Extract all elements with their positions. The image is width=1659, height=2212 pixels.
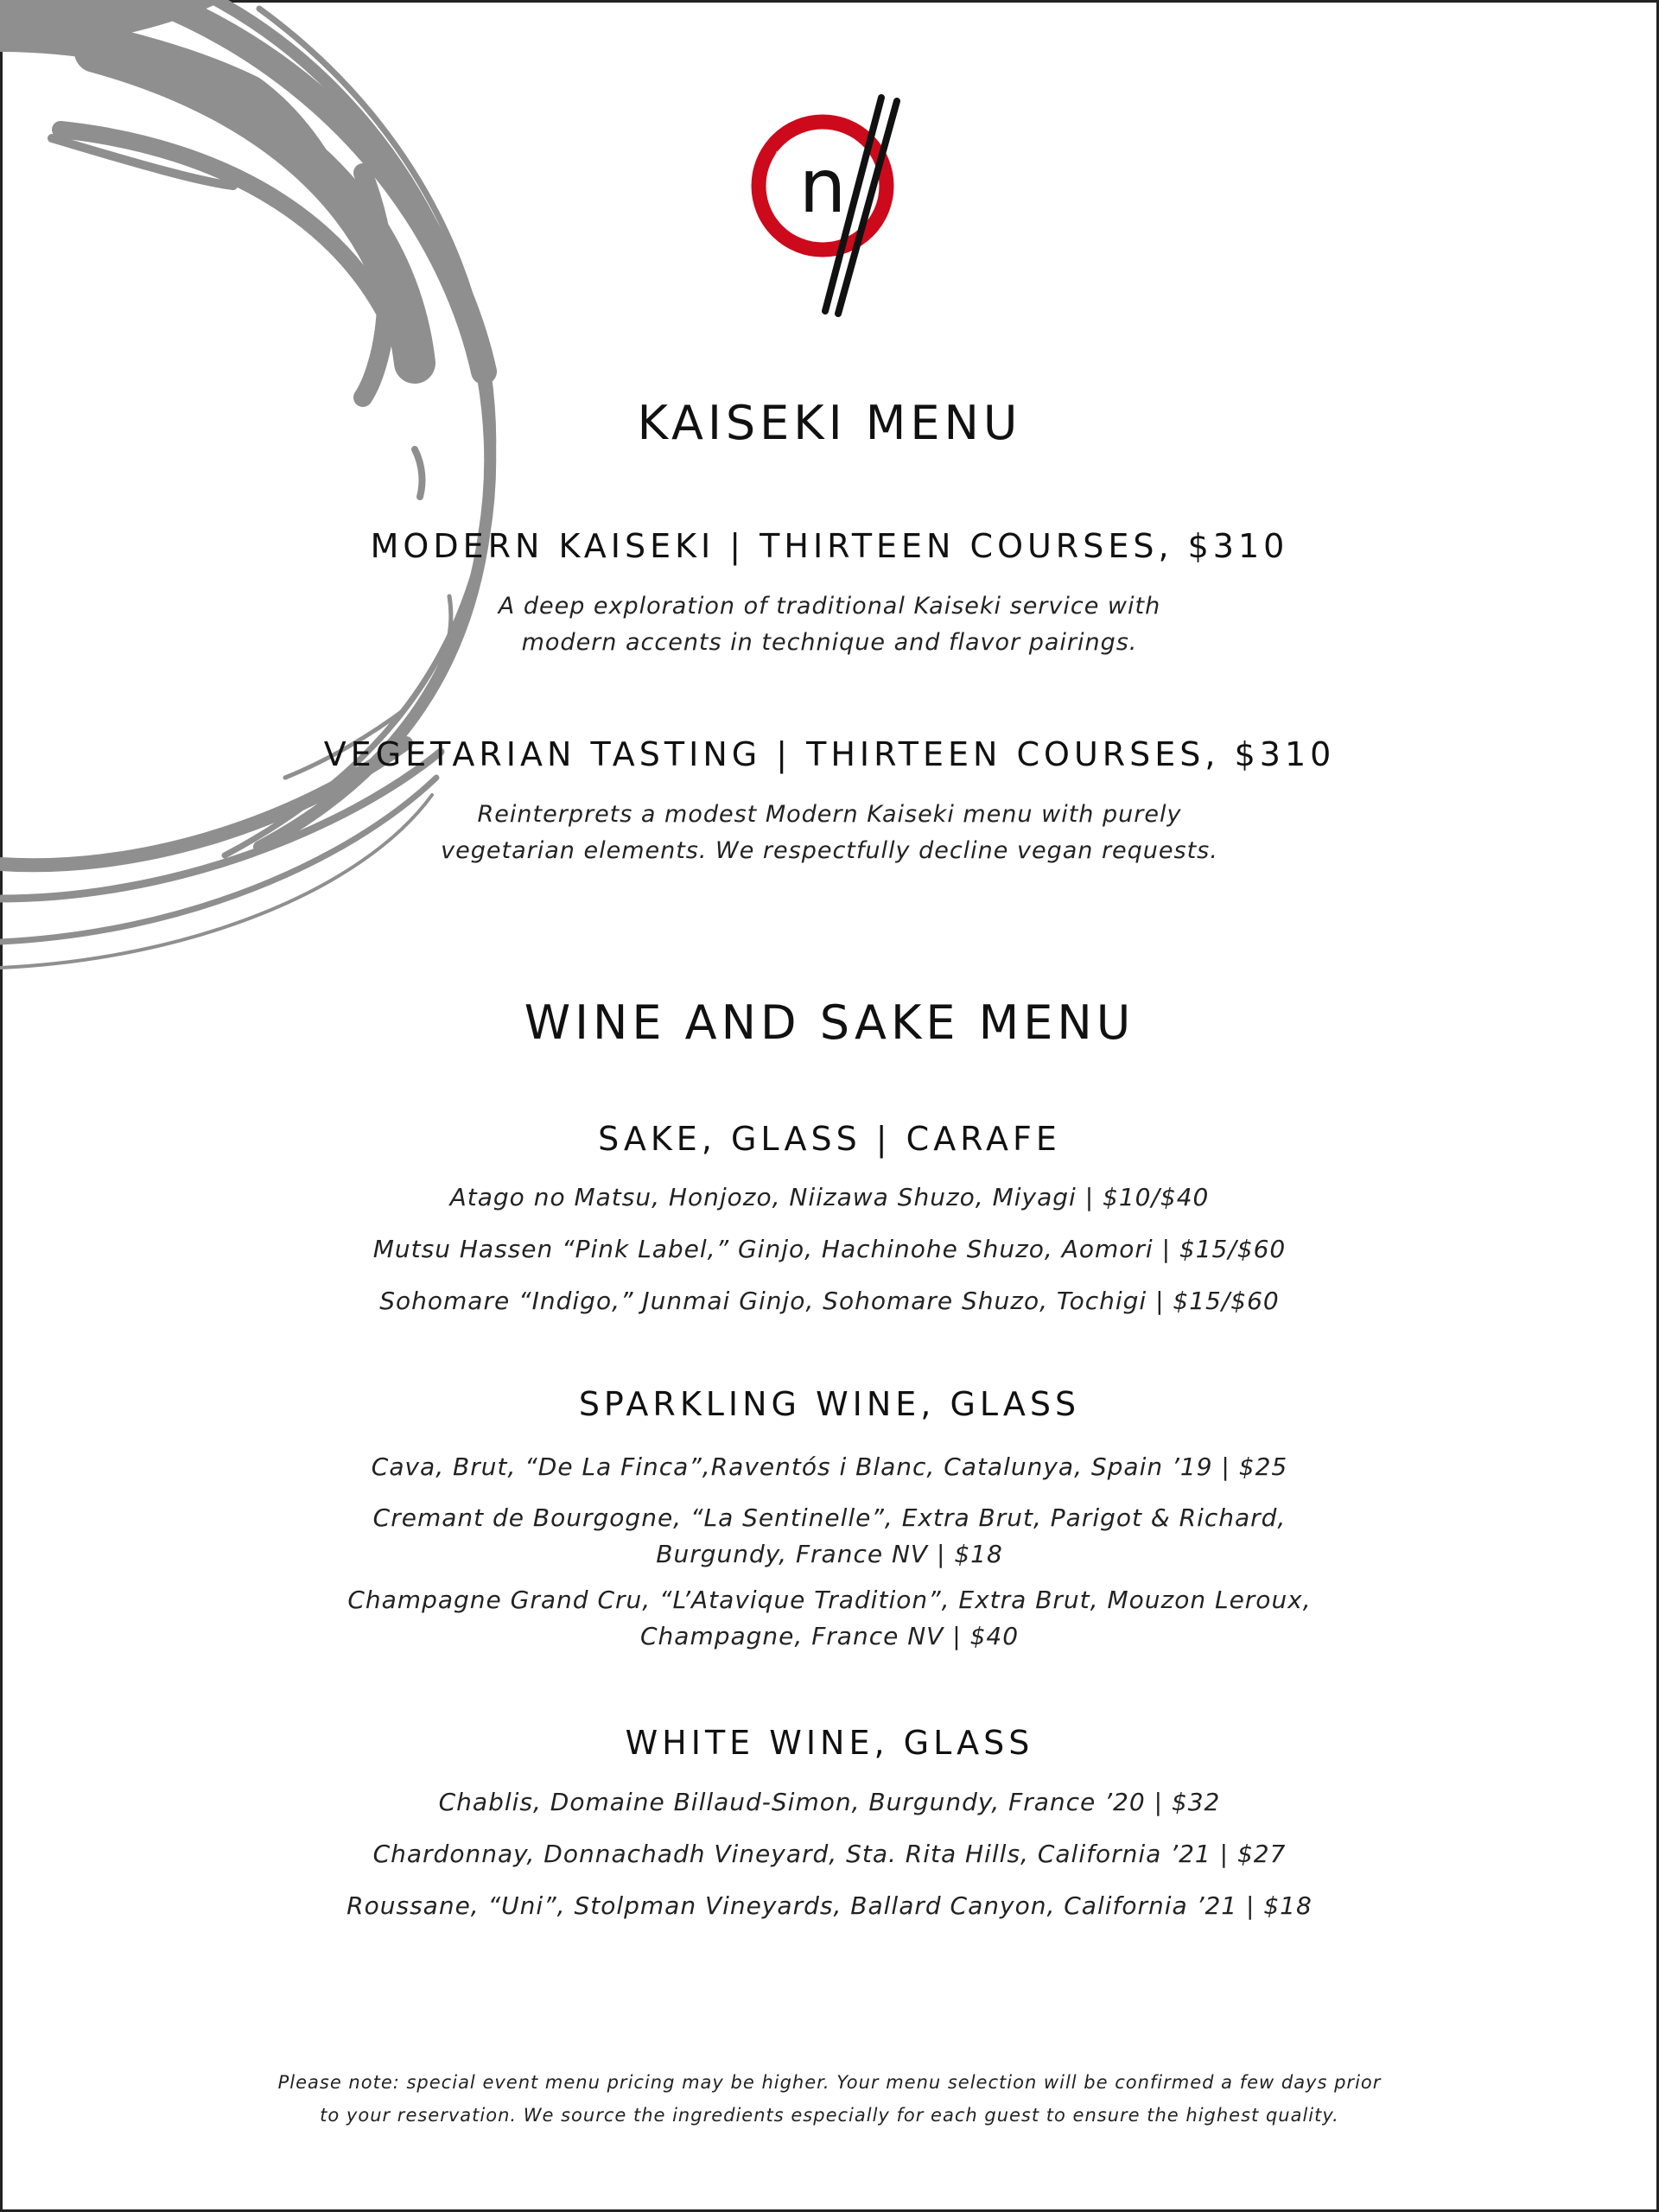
- item-line: Roussane, “Uni”, Stolpman Vineyards, Ballard Canyon, California ’21 | $18: [346, 1891, 1313, 1920]
- course-description-modern-kaiseki: [0, 588, 1659, 661]
- footer-note-line: Please note: special event menu pricing may be higher. Your menu selection will be confirmed a few days prior: [277, 2072, 1382, 2093]
- course-heading-modern-kaiseki: MODERN KAISEKI | THIRTEEN COURSES, $310: [370, 527, 1289, 565]
- item-line: Champagne, France NV | $40: [639, 1622, 1020, 1650]
- item-line: Champagne Grand Cru, “L’Atavique Tradition”, Extra Brut, Mouzon Leroux,: [347, 1586, 1312, 1614]
- menu-item: [0, 1449, 1659, 1485]
- item-line: Chablis, Domaine Billaud-Simon, Burgundy, France ’20 | $32: [438, 1788, 1221, 1816]
- item-line: Atago no Matsu, Honjozo, Niizawa Shuzo, Miyagi | $10/$40: [449, 1183, 1210, 1211]
- wine-sake-menu-title: WINE AND SAKE MENU: [524, 995, 1135, 1050]
- menu-item: [0, 1179, 1659, 1216]
- menu-item: [0, 1500, 1659, 1573]
- course-heading-vegetarian-tasting: VEGETARIAN TASTING | THIRTEEN COURSES, $310: [323, 735, 1336, 773]
- menu-item: [0, 1888, 1659, 1924]
- item-line: Sohomare “Indigo,” Junmai Ginjo, Sohomare Shuzo, Tochigi | $15/$60: [379, 1287, 1280, 1315]
- item-line: Chardonnay, Donnachadh Vineyard, Sta. Rita Hills, California ’21 | $27: [372, 1840, 1287, 1868]
- section-heading-white-wine: WHITE WINE, GLASS: [625, 1724, 1034, 1762]
- footer-note-line: to your reservation. We source the ingredients especially for each guest to ensure the highest quality.: [320, 2105, 1339, 2126]
- item-line: Cava, Brut, “De La Finca”,Raventós i Blanc, Catalunya, Spain ’19 | $25: [371, 1452, 1288, 1481]
- menu-item: [0, 1784, 1659, 1821]
- item-line: Cremant de Bourgogne, “La Sentinelle”, Extra Brut, Parigot & Richard,: [372, 1503, 1287, 1532]
- restaurant-logo-icon: [743, 91, 916, 324]
- description-line: Reinterprets a modest Modern Kaiseki menu with purely: [477, 801, 1182, 828]
- item-line: Mutsu Hassen “Pink Label,” Ginjo, Hachinohe Shuzo, Aomori | $15/$60: [372, 1235, 1287, 1263]
- logo-letter: n: [798, 143, 847, 230]
- menu-item: [0, 1836, 1659, 1872]
- kaiseki-menu-title: KAISEKI MENU: [637, 396, 1022, 450]
- menu-item: [0, 1283, 1659, 1319]
- section-heading-sparkling: SPARKLING WINE, GLASS: [578, 1385, 1081, 1423]
- description-line: A deep exploration of traditional Kaiseki service with: [498, 593, 1161, 620]
- description-line: modern accents in technique and flavor pairings.: [521, 629, 1138, 656]
- item-line: Burgundy, France NV | $18: [656, 1540, 1003, 1568]
- course-description-vegetarian-tasting: [0, 797, 1659, 869]
- menu-item: [0, 1582, 1659, 1655]
- menu-item: [0, 1231, 1659, 1268]
- footer-note: [0, 2066, 1659, 2132]
- description-line: vegetarian elements. We respectfully decline vegan requests.: [441, 837, 1218, 864]
- section-heading-sake: SAKE, GLASS | CARAFE: [598, 1120, 1061, 1158]
